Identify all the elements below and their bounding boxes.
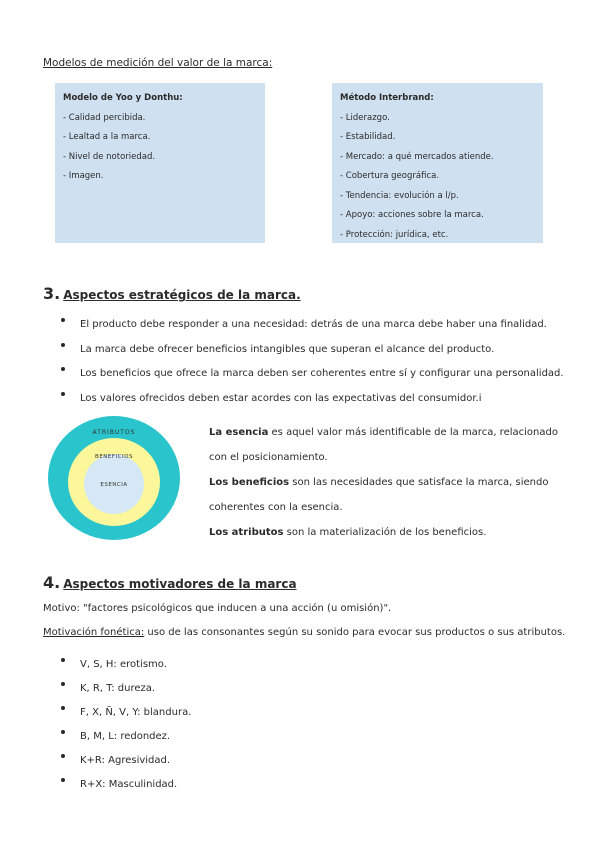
list-item: - Nivel de notoriedad. — [63, 148, 257, 168]
list-item: - Calidad percibida. — [63, 109, 257, 129]
esencia-label: ESENCIA — [100, 482, 128, 488]
list-item: - Apoyo: acciones sobre la marca. — [340, 206, 535, 226]
yoo-donthu-title: Modelo de Yoo y Donthu: — [63, 93, 183, 103]
brand-concentric-diagram — [48, 414, 198, 544]
motivo-definition: Motivo: "factores psicológicos que inducen a una acción (u omisión)". — [43, 603, 392, 614]
interbrand-title: Método Interbrand: — [340, 93, 434, 103]
list-item: - Lealtad a la marca. — [63, 128, 257, 148]
interbrand-list — [340, 109, 535, 246]
list-item: - Imagen. — [63, 167, 257, 187]
list-item: - Estabilidad. — [340, 128, 535, 148]
brand-definitions — [209, 420, 559, 545]
atributos-term: Los atributos — [209, 527, 284, 538]
list-item: - Protección: jurídica, etc. — [340, 226, 535, 246]
list-item: Los beneficios que ofrece la marca deben ser coherentes entre sí y configurar una personalidad. — [58, 362, 564, 387]
atributos-label: ATRIBUTOS — [92, 429, 136, 436]
interbrand-box — [332, 83, 543, 243]
list-item: - Liderazgo. — [340, 109, 535, 129]
list-item: K, R, T: dureza. — [58, 677, 191, 701]
list-item: R+X: Masculinidad. — [58, 773, 191, 797]
list-item: - Cobertura geográfica. — [340, 167, 535, 187]
section-3-bullets — [58, 313, 564, 411]
motivacion-fonetica — [43, 627, 565, 638]
esencia-text: es aquel valor más identificable de la marca, relacionado con el posicionamiento. — [209, 427, 558, 463]
list-item: Los valores ofrecidos deben estar acordes con las expectativas del consumidor.i — [58, 387, 564, 412]
motivacion-label: Motivación fonética: — [43, 627, 145, 638]
measurement-models-heading: Modelos de medición del valor de la marca: — [43, 57, 273, 69]
section-4-number: 4. — [43, 573, 61, 592]
section-3-heading — [43, 284, 301, 303]
list-item: B, M, L: redondez. — [58, 725, 191, 749]
beneficios-text: son las necesidades que satisface la marca, siendo coherentes con la esencia. — [209, 477, 549, 513]
beneficios-label: BENEFICIOS — [95, 454, 133, 460]
list-item: F, X, Ñ, V, Y: blandura. — [58, 701, 191, 725]
list-item: La marca debe ofrecer beneficios intangibles que superan el alcance del producto. — [58, 338, 564, 363]
motivacion-text: uso de las consonantes según su sonido para evocar sus productos o sus atributos. — [144, 627, 566, 638]
atributos-text: son la materialización de los beneficios. — [283, 527, 487, 538]
section-4-title: Aspectos motivadores de la marca — [63, 577, 297, 591]
list-item: K+R: Agresividad. — [58, 749, 191, 773]
list-item: El producto debe responder a una necesidad: detrás de una marca debe haber una finalidad. — [58, 313, 564, 338]
section-4-bullets — [58, 653, 191, 797]
esencia-term: La esencia — [209, 427, 269, 438]
section-3-title: Aspectos estratégicos de la marca. — [63, 288, 301, 302]
list-item: - Mercado: a qué mercados atiende. — [340, 148, 535, 168]
beneficios-term: Los beneficios — [209, 477, 290, 488]
section-3-number: 3. — [43, 284, 61, 303]
list-item: - Tendencia: evolución a l/p. — [340, 187, 535, 207]
list-item: V, S, H: erotismo. — [58, 653, 191, 677]
yoo-donthu-list — [63, 109, 257, 187]
yoo-donthu-box — [55, 83, 265, 243]
section-4-heading — [43, 573, 297, 592]
